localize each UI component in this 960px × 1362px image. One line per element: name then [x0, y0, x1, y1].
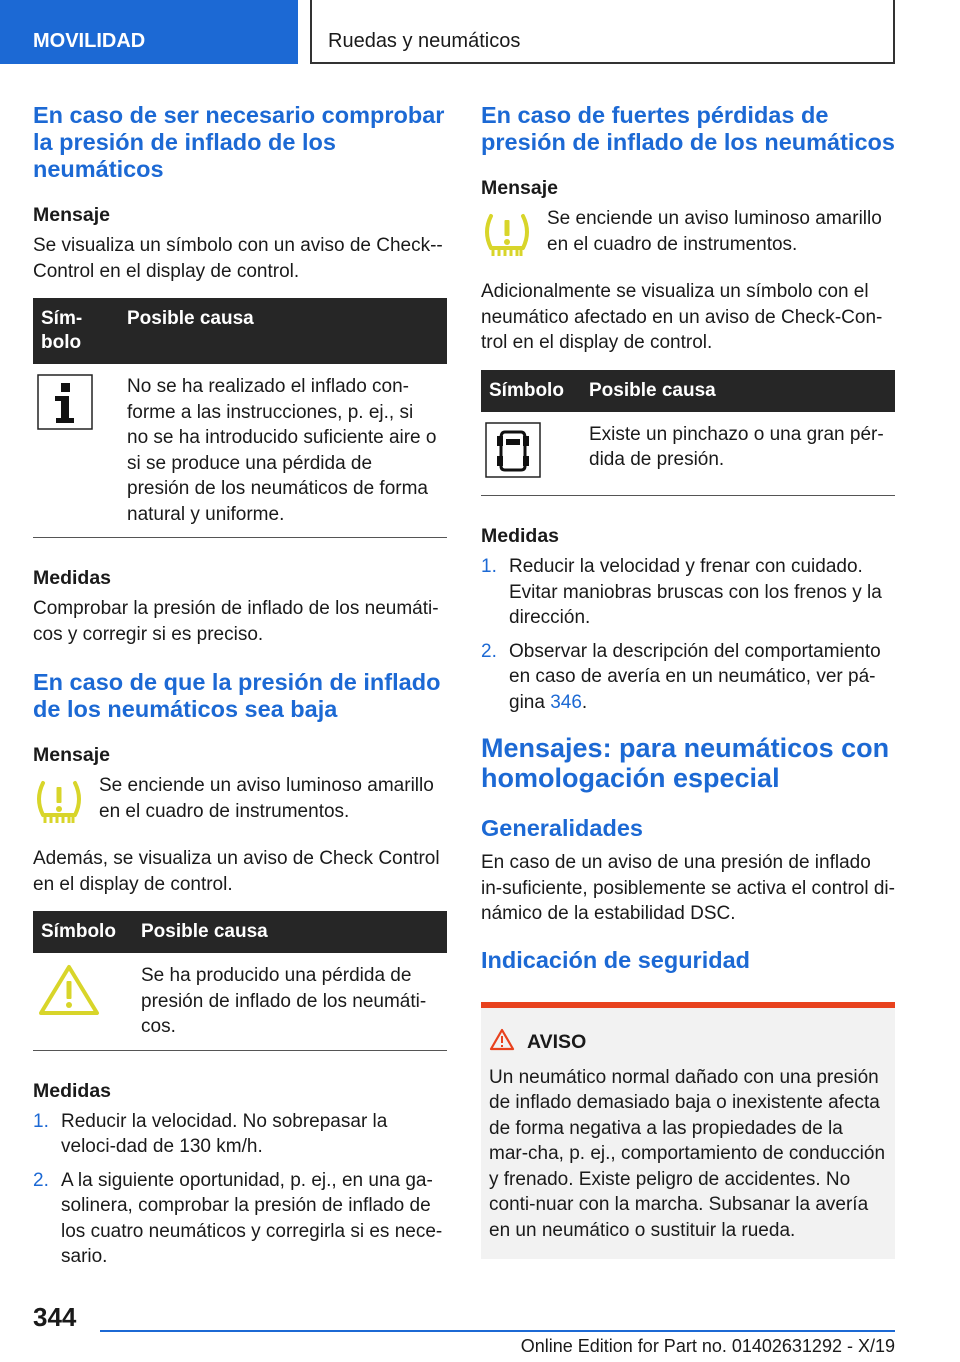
footer-divider — [100, 1330, 895, 1332]
message-label: Mensaje — [33, 744, 110, 766]
steps-list — [33, 1109, 447, 1270]
left-column — [33, 102, 447, 1288]
message-text: Se enciende un aviso luminoso amarillo en el cuadro de instrumentos. — [99, 775, 434, 822]
step-number: 2. — [33, 1169, 49, 1191]
chapter-title: Ruedas y neumáticos — [328, 30, 521, 52]
section-title: MOVILIDAD — [33, 30, 146, 52]
table-header-cause: Posible causa — [133, 911, 447, 953]
section-heading: En caso de fuertes pérdidas de presión de inflado de los neumáticos — [481, 102, 895, 155]
chapter-heading: Mensajes: para neumáticos con homologación especial — [481, 733, 890, 793]
cause-text: Se ha producido una pérdida de presión de inflado de los neumáti-cos. — [133, 953, 447, 1050]
extra-text: Adicionalmente se visualiza un símbolo con el neumático afectado en un aviso de Check-Con-trol en el display de control. — [481, 281, 883, 353]
tire-pressure-warning-icon — [33, 773, 99, 830]
measures-text: Comprobar la presión de inflado de los neumáti-cos y corregir si es preciso. — [33, 598, 439, 645]
list-item — [481, 554, 895, 631]
list-item — [481, 639, 895, 716]
subsection-heading: Generalidades — [481, 815, 643, 841]
warning-text: Un neumático normal dañado con una presión de inflado demasiado baja o inexistente afecta de forma negativa a las propiedades de la mar-cha, p. ej., comportamiento de conducción y frenado. Existe peligro de accidentes. No conti-nuar con la marcha. Subsanar la avería en un neumático o sustituir la rueda. — [489, 1066, 886, 1241]
warning-triangle-icon — [489, 1028, 515, 1057]
step-text — [509, 639, 895, 716]
section-heading: En caso de que la presión de inflado de los neumáticos sea baja — [33, 669, 441, 722]
page-number: 344 — [33, 1302, 77, 1332]
list-item — [33, 1168, 447, 1270]
footer-edition: Online Edition for Part no. 01402631292 - X/19 — [520, 1336, 895, 1356]
symbol-table — [33, 911, 447, 1051]
step-number: 2. — [481, 640, 497, 662]
message-row — [33, 773, 447, 830]
header-chapter — [310, 0, 895, 64]
table-row — [33, 953, 447, 1050]
list-item — [33, 1109, 447, 1160]
info-icon — [37, 414, 93, 435]
table-header-symbol: Sím-bolo — [33, 298, 119, 364]
step-text-after: . — [581, 691, 588, 713]
message-label: Mensaje — [481, 177, 558, 199]
section-heading: En caso de ser necesario comprobar la presión de inflado de los neumáticos — [33, 102, 445, 182]
measures-label: Medidas — [481, 525, 560, 547]
table-header-symbol: Símbolo — [33, 911, 133, 953]
car-tires-icon — [485, 462, 541, 483]
symbol-table — [33, 298, 447, 538]
step-text-before: Observar la descripción del comportamiento en caso de avería en un neumático, ver pá-gina — [509, 640, 881, 713]
warning-label: AVISO — [527, 1030, 587, 1053]
right-column — [481, 102, 895, 1259]
table-row — [481, 412, 895, 496]
step-text: A la siguiente oportunidad, p. ej., en una ga-solinera, comprobar la presión de inflado de los cuatro neumáticos y corregirla si es nece-sario. — [61, 1169, 443, 1267]
subsection-heading: Indicación de seguridad — [481, 946, 750, 973]
measures-label: Medidas — [33, 567, 112, 589]
tire-pressure-warning-icon — [481, 206, 547, 263]
table-header-cause: Posible causa — [119, 298, 447, 364]
step-number: 1. — [481, 556, 497, 577]
step-text: Reducir la velocidad y frenar con cuidado. Evitar maniobras bruscas con los frenos y la dirección. — [509, 556, 882, 628]
message-row — [481, 206, 895, 263]
warning-box — [481, 1002, 895, 1260]
general-text: En caso de un aviso de una presión de inflado in-suficiente, posiblemente se activa el control di-námico de la estabilidad DSC. — [481, 852, 895, 924]
message-label: Mensaje — [33, 204, 110, 226]
cause-text: No se ha realizado el inflado con-forme a las instrucciones, p. ej., si no se ha introducido suficiente aire o si se produce una pérdida de presión de los neumáticos de forma natural y uniforme. — [119, 364, 447, 538]
table-header-cause: Posible causa — [581, 370, 895, 412]
message-text: Se visualiza un símbolo con un aviso de Check--Control en el display de control. — [33, 235, 443, 282]
measures-label: Medidas — [33, 1079, 112, 1102]
steps-list — [481, 554, 895, 715]
step-number: 1. — [33, 1110, 49, 1132]
page-link[interactable]: 346 — [550, 691, 582, 713]
step-text: Reducir la velocidad. No sobrepasar la veloci-dad de 130 km/h. — [61, 1110, 388, 1157]
message-text: Se enciende un aviso luminoso amarillo en el cuadro de instrumentos. — [547, 208, 882, 255]
table-row — [33, 364, 447, 538]
warning-triangle-icon — [37, 1001, 101, 1022]
cause-text: Existe un pinchazo o una gran pér-dida de presión. — [581, 412, 895, 496]
table-header-symbol: Símbolo — [481, 370, 581, 412]
extra-text: Además, se visualiza un aviso de Check Control en el display de control. — [33, 848, 440, 895]
symbol-table — [481, 370, 895, 497]
header-section — [0, 0, 298, 64]
